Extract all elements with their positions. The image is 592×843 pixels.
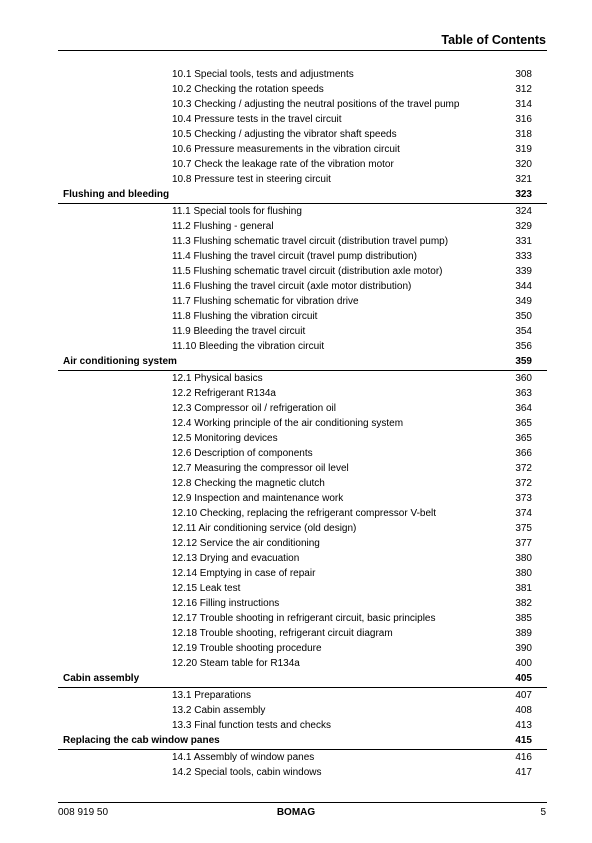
toc-section-row [0,82,592,97]
toc-section-row [0,67,592,82]
section-title: 12.17 Trouble shooting in refrigerant circuit, basic principles [172,613,436,624]
page-ref: 385 [515,613,532,624]
page-ref: 323 [515,189,532,200]
page-ref: 356 [515,341,532,352]
section-title: 12.1 Physical basics [172,373,263,384]
section-title: 12.14 Emptying in case of repair [172,568,316,579]
page-ref: 331 [515,236,532,247]
toc-section-row [0,596,592,611]
toc-section-row [0,656,592,671]
section-title: 12.18 Trouble shooting, refrigerant circuit diagram [172,628,393,639]
section-title: 12.20 Steam table for R134a [172,658,300,669]
toc-section-row [0,324,592,339]
toc-section-row [0,611,592,626]
page-ref: 363 [515,388,532,399]
page-ref: 366 [515,448,532,459]
page-ref: 308 [515,69,532,80]
page-ref: 415 [515,735,532,746]
page-ref: 364 [515,403,532,414]
page-ref: 408 [515,705,532,716]
page-title: Table of Contents [441,33,546,47]
page-ref: 324 [515,206,532,217]
table-of-contents [0,67,592,780]
toc-section-row [0,718,592,733]
page-ref: 373 [515,493,532,504]
section-title: 10.6 Pressure measurements in the vibration circuit [172,144,400,155]
section-title: 11.10 Bleeding the vibration circuit [172,341,325,352]
section-title: 13.2 Cabin assembly [172,705,266,716]
toc-section-row [0,219,592,234]
page-ref: 339 [515,266,532,277]
page-ref: 413 [515,720,532,731]
page-ref: 316 [515,114,532,125]
toc-section-row [0,234,592,249]
toc-section-row [0,371,592,386]
page-ref: 375 [515,523,532,534]
toc-section-row [0,750,592,765]
chapter-title: Cabin assembly [63,673,140,684]
section-title: 12.8 Checking the magnetic clutch [172,478,325,489]
toc-chapter-row [0,187,592,204]
section-title: 12.3 Compressor oil / refrigeration oil [172,403,336,414]
page-ref: 389 [515,628,532,639]
toc-section-row [0,446,592,461]
section-title: 12.7 Measuring the compressor oil level [172,463,349,474]
page-number: 5 [540,807,546,818]
page-ref: 318 [515,129,532,140]
page-ref: 380 [515,568,532,579]
page-ref: 377 [515,538,532,549]
section-title: 10.8 Pressure test in steering circuit [172,174,331,185]
section-title: 12.10 Checking, replacing the refrigerant compressor V-belt [172,508,437,519]
section-title: 10.7 Check the leakage rate of the vibration motor [172,159,394,170]
page-ref: 390 [515,643,532,654]
page-ref: 407 [515,690,532,701]
chapter-title: Replacing the cab window panes [63,735,220,746]
toc-section-row [0,339,592,354]
page-ref: 354 [515,326,532,337]
toc-section-row [0,172,592,187]
page-ref: 329 [515,221,532,232]
footer-rule [58,802,547,803]
page-ref: 344 [515,281,532,292]
toc-chapter-row [0,671,592,688]
section-title: 12.13 Drying and evacuation [172,553,300,564]
page-ref: 321 [515,174,532,185]
toc-section-row [0,157,592,172]
chapter-title: Air conditioning system [63,356,177,367]
chapter-title: Flushing and bleeding [63,189,170,200]
section-title: 12.2 Refrigerant R134a [172,388,276,399]
section-title: 10.3 Checking / adjusting the neutral positions of the travel pump [172,99,460,110]
toc-section-row [0,431,592,446]
toc-section-row [0,506,592,521]
toc-section-row [0,416,592,431]
toc-section-row [0,551,592,566]
section-title: 12.4 Working principle of the air conditioning system [172,418,404,429]
section-title: 11.6 Flushing the travel circuit (axle motor distribution) [172,281,412,292]
section-title: 11.1 Special tools for flushing [172,206,302,217]
page-ref: 365 [515,418,532,429]
toc-chapter-row [0,733,592,750]
toc-section-row [0,386,592,401]
section-title: 12.16 Filling instructions [172,598,280,609]
page-ref: 359 [515,356,532,367]
toc-section-row [0,461,592,476]
toc-section-row [0,476,592,491]
toc-section-row [0,204,592,219]
toc-section-row [0,249,592,264]
toc-section-row [0,626,592,641]
toc-section-row [0,703,592,718]
page-ref: 314 [515,99,532,110]
page-ref: 416 [515,752,532,763]
document-number: 008 919 50 [58,807,109,818]
toc-section-row [0,112,592,127]
toc-section-row [0,581,592,596]
page-ref: 374 [515,508,532,519]
header-rule [58,50,547,51]
toc-section-row [0,401,592,416]
toc-section-row [0,97,592,112]
toc-section-row [0,264,592,279]
toc-chapter-row [0,354,592,371]
section-title: 10.4 Pressure tests in the travel circuit [172,114,342,125]
section-title: 11.5 Flushing schematic travel circuit (distribution axle motor) [172,266,443,277]
page-ref: 405 [515,673,532,684]
section-title: 12.11 Air conditioning service (old design) [172,523,357,534]
toc-section-row [0,688,592,703]
page-ref: 380 [515,553,532,564]
section-title: 11.8 Flushing the vibration circuit [172,311,318,322]
section-title: 10.2 Checking the rotation speeds [172,84,324,95]
page-ref: 349 [515,296,532,307]
section-title: 14.1 Assembly of window panes [172,752,315,763]
page-ref: 381 [515,583,532,594]
page-ref: 372 [515,478,532,489]
toc-section-row [0,127,592,142]
section-title: 11.7 Flushing schematic for vibration drive [172,296,359,307]
page-ref: 333 [515,251,532,262]
section-title: 13.3 Final function tests and checks [172,720,331,731]
page-ref: 320 [515,159,532,170]
section-title: 12.15 Leak test [172,583,241,594]
toc-section-row [0,765,592,780]
page-ref: 365 [515,433,532,444]
toc-section-row [0,521,592,536]
toc-section-row [0,309,592,324]
section-title: 12.19 Trouble shooting procedure [172,643,322,654]
section-title: 11.4 Flushing the travel circuit (travel pump distribution) [172,251,417,262]
brand-name: BOMAG [276,807,316,818]
section-title: 12.6 Description of components [172,448,313,459]
page-ref: 312 [515,84,532,95]
toc-section-row [0,294,592,309]
toc-section-row [0,279,592,294]
section-title: 10.5 Checking / adjusting the vibrator shaft speeds [172,129,397,140]
page-ref: 400 [515,658,532,669]
section-title: 11.9 Bleeding the travel circuit [172,326,306,337]
page-ref: 350 [515,311,532,322]
toc-section-row [0,641,592,656]
toc-section-row [0,566,592,581]
section-title: 12.12 Service the air conditioning [172,538,320,549]
toc-section-row [0,491,592,506]
page-ref: 372 [515,463,532,474]
section-title: 11.3 Flushing schematic travel circuit (distribution travel pump) [172,236,449,247]
toc-section-row [0,536,592,551]
section-title: 14.2 Special tools, cabin windows [172,767,322,778]
page-ref: 417 [515,767,532,778]
section-title: 10.1 Special tools, tests and adjustments [172,69,354,80]
section-title: 12.9 Inspection and maintenance work [172,493,344,504]
page-ref: 382 [515,598,532,609]
toc-section-row [0,142,592,157]
section-title: 11.2 Flushing - general [172,221,274,232]
section-title: 13.1 Preparations [172,690,251,701]
section-title: 12.5 Monitoring devices [172,433,278,444]
page-ref: 360 [515,373,532,384]
page-ref: 319 [515,144,532,155]
